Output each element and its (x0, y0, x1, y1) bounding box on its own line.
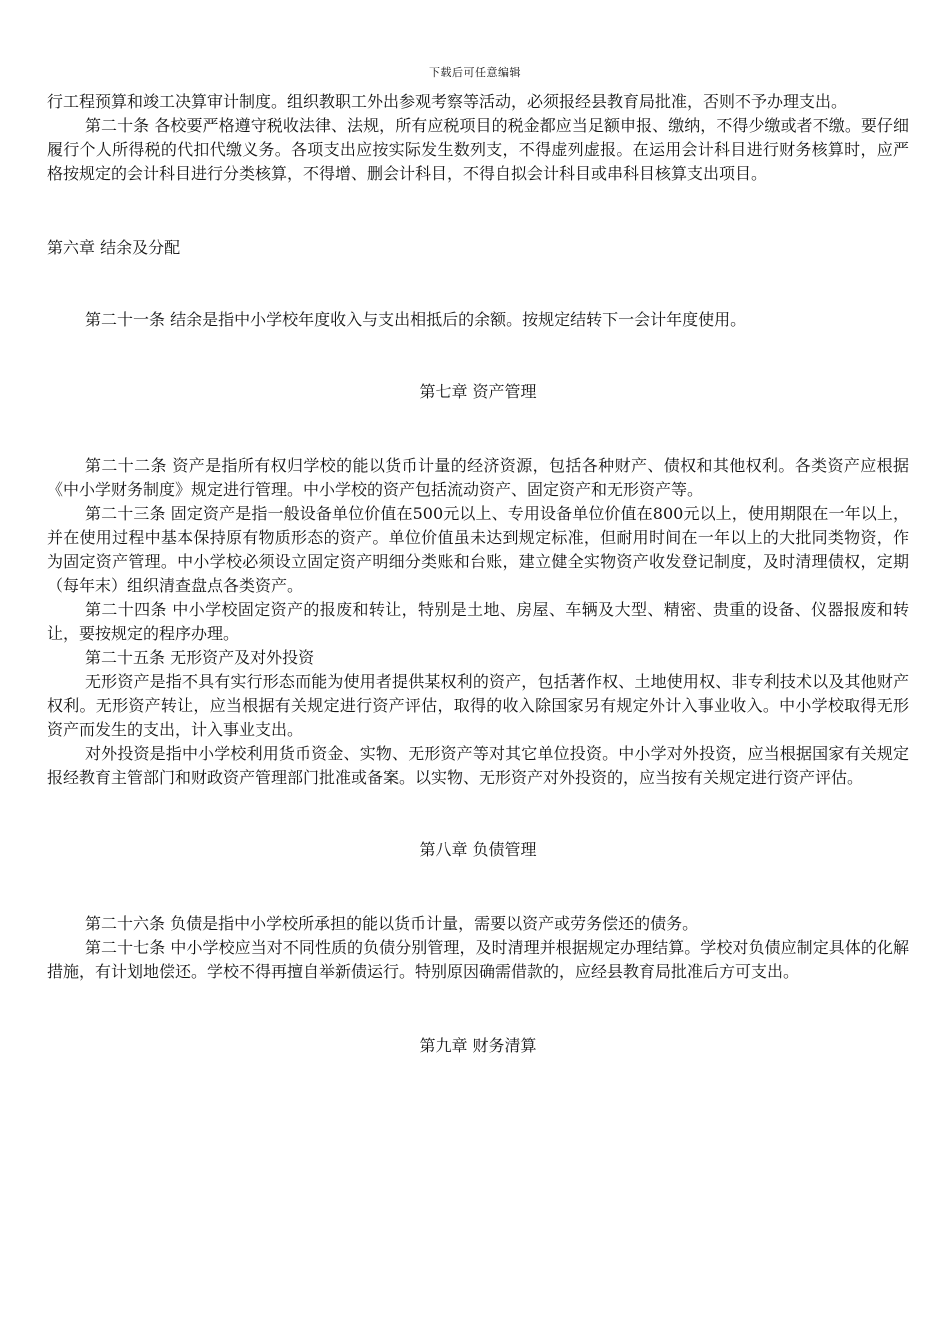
chapter-9-heading: 第九章 财务清算 (419, 1036, 537, 1055)
spacer (47, 984, 909, 1034)
paragraph-article-19-continued: 行工程预算和竣工决算审计制度。组织教职工外出参观考察等活动，必须报经县教育局批准，否则不予办理支出。 (47, 92, 848, 111)
header-note: 下载后可任意编辑 (429, 66, 521, 79)
paragraph-article-24: 第二十四条 中小学校固定资产的报废和转让，特别是土地、房屋、车辆及大型、精密、贵重的设备、仪器报废和转让，要按规定的程序办理。 (47, 600, 909, 643)
paragraph-article-27: 第二十七条 中小学校应当对不同性质的负债分别管理，及时清理并根据规定办理结算。学校对负债应制定具体的化解措施，有计划地偿还。学校不得再擅自举新债运行。特别原因确需借款的，应经县教育局批准后方可支出。 (47, 938, 909, 981)
paragraph-article-22: 第二十二条 资产是指所有权归学校的能以货币计量的经济资源，包括各种财产、债权和其他权利。各类资产应根据《中小学财务制度》规定进行管理。中小学校的资产包括流动资产、固定资产和无形资产等。 (47, 456, 909, 499)
paragraph-article-21: 第二十一条 结余是指中小学校年度收入与支出相抵后的余额。按规定结转下一会计年度使用。 (85, 310, 747, 329)
document-body (47, 90, 909, 1058)
paragraph-external-investment: 对外投资是指中小学校利用货币资金、实物、无形资产等对其它单位投资。中小学对外投资，应当根据国家有关规定报经教育主管部门和财政资产管理部门批准或备案。以实物、无形资产对外投资的，应当按有关规定进行资产评估。 (47, 744, 909, 787)
chapter-8-heading: 第八章 负债管理 (419, 840, 537, 859)
paragraph-article-25: 第二十五条 无形资产及对外投资 (85, 648, 315, 667)
paragraph-article-23: 第二十三条 固定资产是指一般设备单位价值在500元以上、专用设备单位价值在800元以上，使用期限在一年以上，并在使用过程中基本保持原有物质形态的资产。单位价值虽未达到规定标准，但耐用时间在一年以上的大批同类物资，作为固定资产管理。中小学校必须设立固定资产明细分类账和台账，建立健全实物资产收发登记制度，及时清理债权，定期（每年末）组织清查盘点各类资产。 (47, 504, 909, 595)
spacer (47, 790, 909, 838)
spacer (47, 404, 909, 454)
spacer (47, 332, 909, 380)
spacer (47, 260, 909, 308)
chapter-6-heading: 第六章 结余及分配 (47, 238, 181, 257)
paragraph-intangible-assets: 无形资产是指不具有实行形态而能为使用者提供某权利的资产，包括著作权、土地使用权、非专利技术以及其他财产权利。无形资产转让，应当根据有关规定进行资产评估，取得的收入除国家另有规定外计入事业收入。中小学校取得无形资产而发生的支出，计入事业支出。 (47, 672, 909, 739)
chapter-7-heading: 第七章 资产管理 (419, 382, 537, 401)
paragraph-article-20: 第二十条 各校要严格遵守税收法律、法规，所有应税项目的税金都应当足额申报、缴纳，不得少缴或者不缴。要仔细履行个人所得税的代扣代缴义务。各项支出应按实际发生数列支，不得虚列虚报。在运用会计科目进行财务核算时，应严格按规定的会计科目进行分类核算，不得增、删会计科目，不得自拟会计科目或串科目核算支出项目。 (47, 116, 909, 183)
paragraph-article-26: 第二十六条 负债是指中小学校所承担的能以货币计量，需要以资产或劳务偿还的债务。 (85, 914, 699, 933)
spacer (47, 186, 909, 236)
spacer (47, 862, 909, 912)
